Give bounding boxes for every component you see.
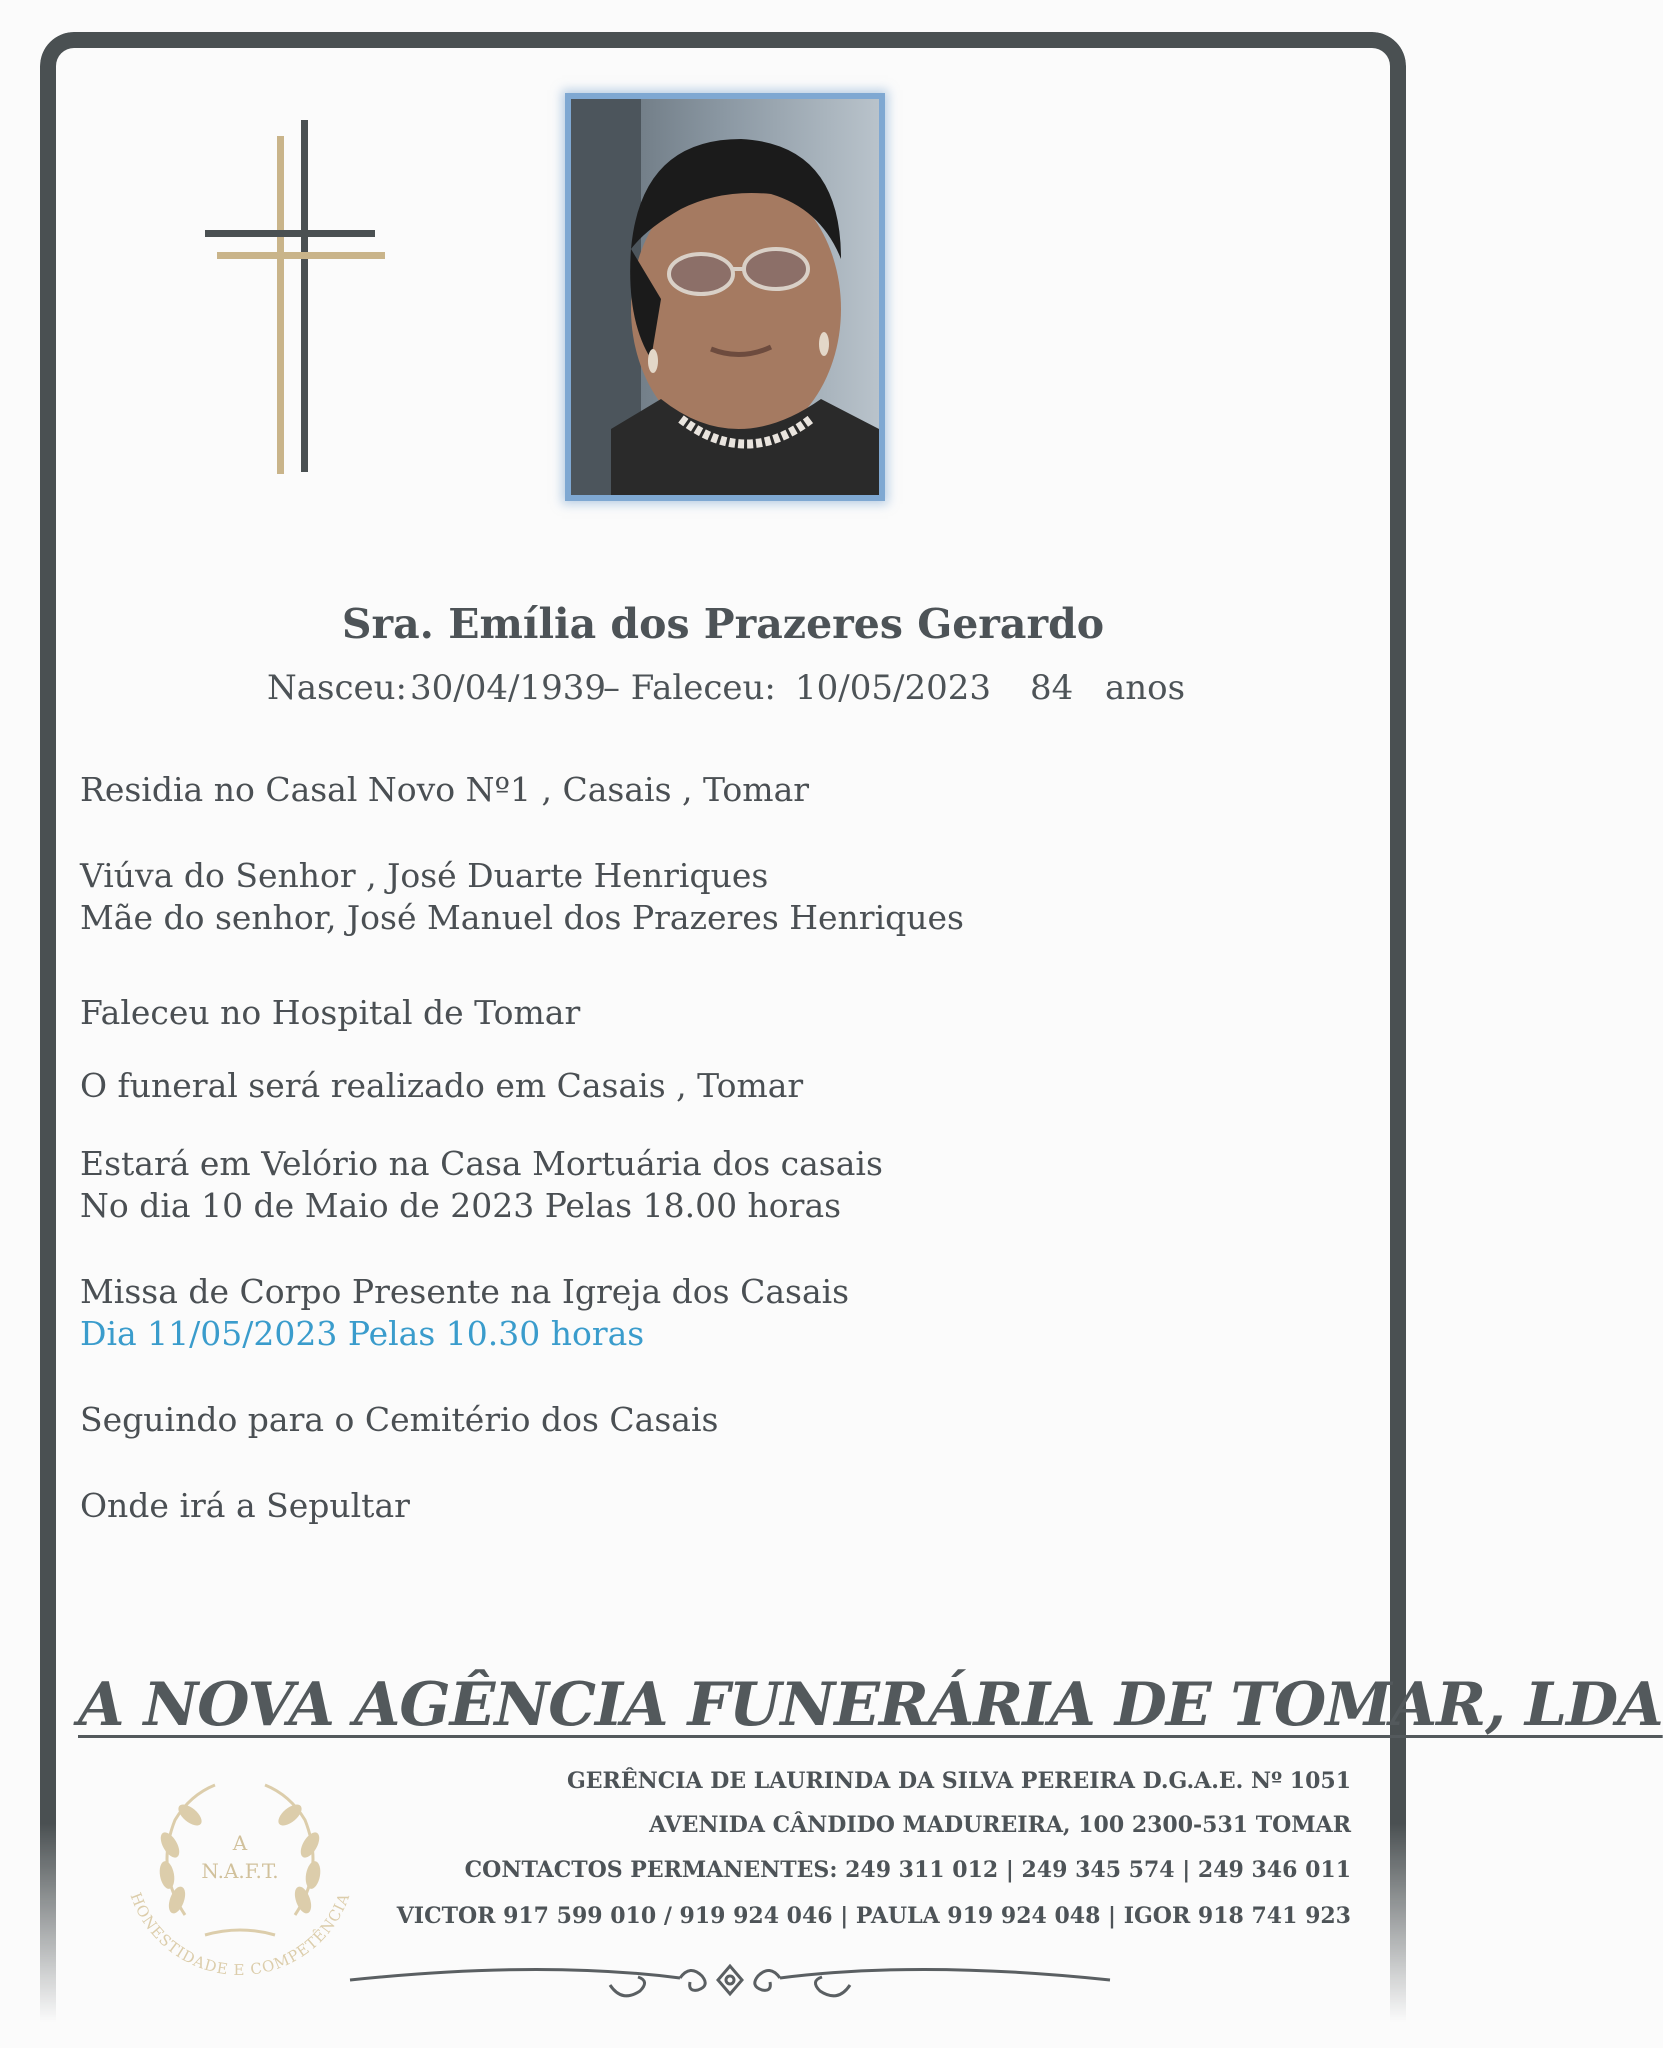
born-label: Nasceu: [267, 668, 407, 708]
cemetery-text: Seguindo para o Cemitério dos Casais [80, 1400, 719, 1439]
wake-text-1: Estará em Velório na Casa Mortuária dos casais [80, 1144, 883, 1183]
logo-motto: HONESTIDADE E COMPETÊNCIA [126, 1890, 354, 1980]
residence-text: Residia no Casal Novo Nº1 , Casais , Tomar [80, 770, 810, 809]
portrait-photo [565, 93, 885, 501]
mother-text: Mãe do senhor, José Manuel dos Prazeres Henriques [80, 898, 964, 937]
widow-text: Viúva do Senhor , José Duarte Henriques [80, 856, 769, 895]
mass-text-1: Missa de Corpo Presente na Igreja dos Casais [80, 1272, 850, 1311]
cross-icon [205, 118, 385, 488]
logo-letter: A [232, 1831, 248, 1855]
scroll-ornament [350, 1950, 1110, 2010]
death-place-text: Faleceu no Hospital de Tomar [80, 993, 581, 1032]
naft-logo [115, 1750, 365, 2000]
born-date: 30/04/1939 [410, 668, 606, 708]
deceased-name: Sra. Emília dos Prazeres Gerardo [341, 600, 1105, 648]
funeral-text: O funeral será realizado em Casais , Tomar [80, 1066, 804, 1105]
svg-text:HONESTIDADE E COMPETÊNCIA [127, 1890, 354, 1979]
died-date: 10/05/2023 [795, 668, 991, 708]
management-info: GERÊNCIA DE LAURINDA DA SILVA PEREIRA D.G.A.E. Nº 1051 [567, 1768, 1351, 1794]
contacts-info: CONTACTOS PERMANENTES: 249 311 012 | 249 345 574 | 249 346 011 [464, 1857, 1351, 1883]
agency-name: A NOVA AGÊNCIA FUNERÁRIA DE TOMAR, LDA [78, 1670, 1663, 1740]
people-contacts: VICTOR 917 599 010 / 919 924 046 | PAULA 919 924 048 | IGOR 918 741 923 [396, 1903, 1351, 1929]
age-unit: anos [1105, 668, 1186, 708]
address-info: AVENIDA CÂNDIDO MADUREIRA, 100 2300-531 TOMAR [649, 1812, 1351, 1838]
wake-text-2: No dia 10 de Maio de 2023 Pelas 18.00 horas [80, 1186, 842, 1225]
age-value: 84 [1030, 668, 1074, 708]
died-label: – Faleceu: [603, 668, 776, 708]
mass-text-2: Dia 11/05/2023 Pelas 10.30 horas [80, 1314, 645, 1353]
burial-text: Onde irá a Sepultar [80, 1486, 410, 1525]
logo-initials: N.A.F.T. [201, 1859, 279, 1883]
